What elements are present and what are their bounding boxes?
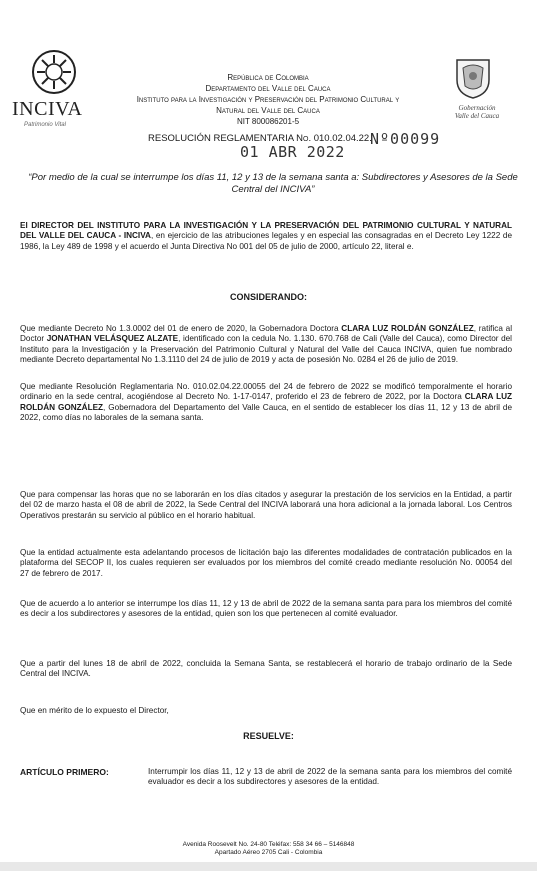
intro-bold: El DIRECTOR DEL INSTITUTO PARA LA INVESTIGACIÓN Y LA PRESERVACIÓN DEL PATRIMONIO CULTURAL Y NATURAL DEL VALLE DEL CAUCA - INCIVA: [20, 221, 512, 241]
paragraph-resolucion: [20, 382, 512, 423]
paragraph-merito: Que en mérito de lo expuesto el Director,: [20, 706, 169, 715]
date-stamp: 01 ABR 2022: [240, 143, 345, 161]
paragraph-interrumpe: Que de acuerdo a lo anterior se interrumpe los días 11, 12 y 13 de abril de 2022 de la semana santa para para los miembros del comité es decir a los subdirectores y asesores de la entidad, quien son los que pertenecen al comité evaluador.: [20, 599, 512, 619]
header-line-4: Natural del Valle del Cauca: [216, 106, 320, 115]
intro-rest: , en ejercicio de las atribuciones legales y en especial las consagradas en el Decreto Ley 1222 de 1986, la Ley 489 de 1998 y el acuerdo el Junta Directiva No 001 del 05 de julio de 2000, artículo 22, literal e.: [20, 231, 513, 251]
logo-wordmark: INCIVA: [12, 98, 83, 120]
considerando-heading: CONSIDERANDO:: [229, 292, 307, 302]
header-nit: NIT 800086201-5: [236, 117, 300, 126]
paragraph-licitacion: Que la entidad actualmente esta adelantando procesos de licitación bajo las diferentes modalidades de contratación publicados en la plataforma del SECOP II, los cuales requieren ser evaluados por los miembros del comité creado mediante resolución No. 00054 del 27 de febrero de 2017.: [20, 548, 512, 578]
header-line-2: Departamento del Valle del Cauca: [205, 84, 331, 93]
header-line-1: República de Colombia: [227, 73, 309, 82]
gobernacion-logo: [445, 54, 505, 134]
footer-address: [0, 841, 537, 857]
resuelve-heading: RESUELVE:: [243, 731, 294, 741]
p2-text-a: Que mediante Resolución Reglamentaria No. 010.02.04.22.00055 del 24 de febrero de 2022 se modificó temporalmente el horario ordinario en la sede central, acogiéndose al Decreto No. 1-17-0147, proferido el 23 de febrero de 2022, por la Doctora: [20, 382, 512, 402]
inciva-emblem-icon: [32, 50, 76, 94]
header-line-3: Instituto para la Investigación y Preservación del Patrimonio Cultural y: [136, 95, 400, 104]
article-label: ARTÍCULO PRIMERO:: [20, 767, 109, 777]
p2-text-c: , Gobernadora del Departamento del Valle Cauca, en el sentido de establecer los días 11, 12 y 13 de abril de 2022, como días no laborales de la semana santa.: [20, 402, 513, 422]
p1-text-a: Que mediante Decreto No 1.3.0002 del 01 de enero de 2020, la Gobernadora Doctora: [20, 324, 342, 333]
intro-paragraph: [20, 221, 512, 252]
article-text: Interrumpir los días 11, 12 y 13 de abril de 2022 de la semana santa para los miembros del comité evaluador es decir a los subdirectores y asesores de la entidad.: [148, 767, 512, 787]
scan-edge: [0, 862, 537, 871]
footer-line-1: Avenida Roosevelt No. 24-80 Teléfax: 558 34 66 – 5146848: [182, 841, 355, 848]
footer-line-2: Apartado Aéreo 2705 Cali - Colombia: [214, 849, 323, 856]
shield-icon: [453, 56, 493, 100]
paragraph-decreto: [20, 324, 512, 365]
p1-text-c: , ratifica al Doctor: [20, 324, 513, 344]
document-subject: “Por medio de la cual se interrumpe los días 11, 12 y 13 de la semana santa a: Subdirectores y Asesores de la Sede Central del INCIVA”: [28, 172, 518, 195]
paragraph-compensar: Que para compensar las horas que no se laborarán en los días citados y asegurar la prestación de los servicios en la Entidad, a partir del 02 de marzo hasta el 08 de abril de 2022, la Sede Central del INCIVA laborará una hora adicional a la jornada laboral. Los Centros Operativos prestarán su servicio al público en el horario habitual.: [20, 490, 512, 520]
stamp-number: Nº00099: [370, 130, 441, 148]
paragraph-restablece: Que a partir del lunes 18 de abril de 2022, concluida la Semana Santa, se restablecerá el horario de trabajo ordinario de la Sede Central del INCIVA.: [20, 659, 512, 679]
resolution-number: RESOLUCIÓN REGLAMENTARIA No. 010.02.04.22.: [148, 133, 372, 144]
p1-text-e: , identificado con la cedula No. 1.130. 670.768 de Cali (Valle del Cauca), como Director del Instituto para la Investigación y la Preservación del Patrimonio Cultural y Natural del Valle del Cauca INCIVA, quien fue nombrado mediante Decreto departamental No 1.3.1110 del 24 de julio de 2019 y acta de posesión No. 0284 el 26 de julio de 2019.: [20, 334, 513, 364]
gob-text-line-2: Valle del Cauca: [454, 112, 500, 120]
p1-name-director: JONATHAN VELÁSQUEZ ALZATE: [46, 334, 179, 344]
header-institution: [98, 72, 438, 127]
p1-name-governor: CLARA LUZ ROLDÁN GONZÁLEZ: [341, 324, 474, 333]
p2-name-governor: CLARA LUZ ROLDÁN GONZÁLEZ: [20, 392, 512, 412]
logo-tagline: Patrimonio Vital: [24, 122, 66, 128]
inciva-logo: [10, 48, 98, 133]
gob-text-line-1: Gobernación: [458, 104, 496, 112]
